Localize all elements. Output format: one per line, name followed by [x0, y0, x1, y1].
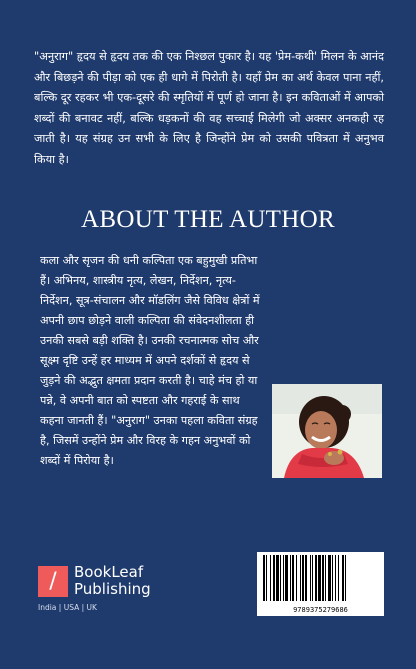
publisher-name: [74, 564, 151, 598]
barcode-bar: [342, 555, 344, 601]
book-blurb: "अनुराग" हृदय से हृदय तक की एक निश्छल पुकार है। यह 'प्रेम-कथी' मिलन के आनंद और बिछड़ने की पीड़ा को एक ही धागे में पिरोती है। यहाँ प्रेम का अर्थ केवल पाना नहीं, बल्कि दूर रहकर भी एक-दूसरे की स्मृतियों में पूर्ण हो जाना है। इन कविताओं में आपको शब्दों की बनावट नहीं, बल्कि धड़कनों की वह सच्चाई मिलेगी जो अक्सर अनकही रह जाती है। यह संग्रह उन सभी के लिए है जिन्होंने प्रेम को उसकी पवित्रता में अनुभव किया है।: [34, 50, 384, 166]
barcode-bar: [305, 555, 307, 601]
publisher-logo: [38, 563, 168, 614]
barcode-bar: [315, 555, 317, 601]
barcode-bar: [345, 555, 346, 601]
isbn-barcode: [257, 552, 384, 616]
publisher-tagline: India | USA | UK: [38, 603, 97, 612]
bookleaf-logo-icon: /: [38, 566, 68, 597]
barcode-bar: [312, 555, 313, 601]
publisher-name-line1: BookLeaf: [74, 563, 144, 581]
barcode-bar: [322, 555, 324, 601]
publisher-name-line2: Publishing: [74, 580, 151, 598]
author-bio: कला और सृजन की धनी कल्पिता एक बहुमुखी प्रतिभा हैं। अभिनय, शास्त्रीय नृत्य, लेखन, निर्देशन, नृत्य-निर्देशन, सूत्र-संचालन और मॉडलिंग जैसे विविध क्षेत्रों में अपनी छाप छोड़ने वाली कल्पिता की संवेदनशीलता ही उनकी सबसे बड़ी शक्ति है। उनकी रचनात्मक सोच और सूक्ष्म दृष्टि उन्हें हर माध्यम में अपने दर्शकों से हृदय से जुड़ने की अद्भुत क्षमता प्रदान करती है। चाहे मंच हो या पन्ने, वे अपनी बात को स्पष्टता और गहराई के साथ कहना जानती हैं। "अनुराग" उनका पहला कविता संग्रह है, जिसमें उन्होंने प्रेम और विरह के गहन अनुभवों को शब्दों में पिरोया है।: [40, 254, 260, 467]
barcode-bar: [270, 555, 271, 601]
barcode-bar: [292, 555, 294, 601]
barcode-bar: [310, 555, 311, 601]
barcode-icon: [262, 555, 379, 601]
barcode-bar: [263, 555, 265, 601]
barcode-bar: [338, 555, 339, 601]
author-photo-illustration: [272, 384, 382, 478]
isbn-number: 9789375279686: [293, 606, 348, 614]
barcode-bar: [302, 555, 304, 601]
author-photo: [272, 384, 382, 478]
barcode-bar: [290, 555, 291, 601]
barcode-bar: [325, 555, 326, 601]
barcode-bar: [318, 555, 321, 601]
barcode-bar: [296, 555, 297, 601]
barcode-bar: [332, 555, 333, 601]
barcode-bar: [276, 555, 279, 601]
barcode-bar: [300, 555, 301, 601]
barcode-bar: [280, 555, 281, 601]
barcode-bar: [266, 555, 267, 601]
barcode-bar: [328, 555, 331, 601]
barcode-bar: [273, 555, 275, 601]
barcode-bar: [335, 555, 336, 601]
about-author-heading: ABOUT THE AUTHOR: [81, 206, 335, 233]
barcode-bar: [283, 555, 284, 601]
barcode-bar: [285, 555, 288, 601]
